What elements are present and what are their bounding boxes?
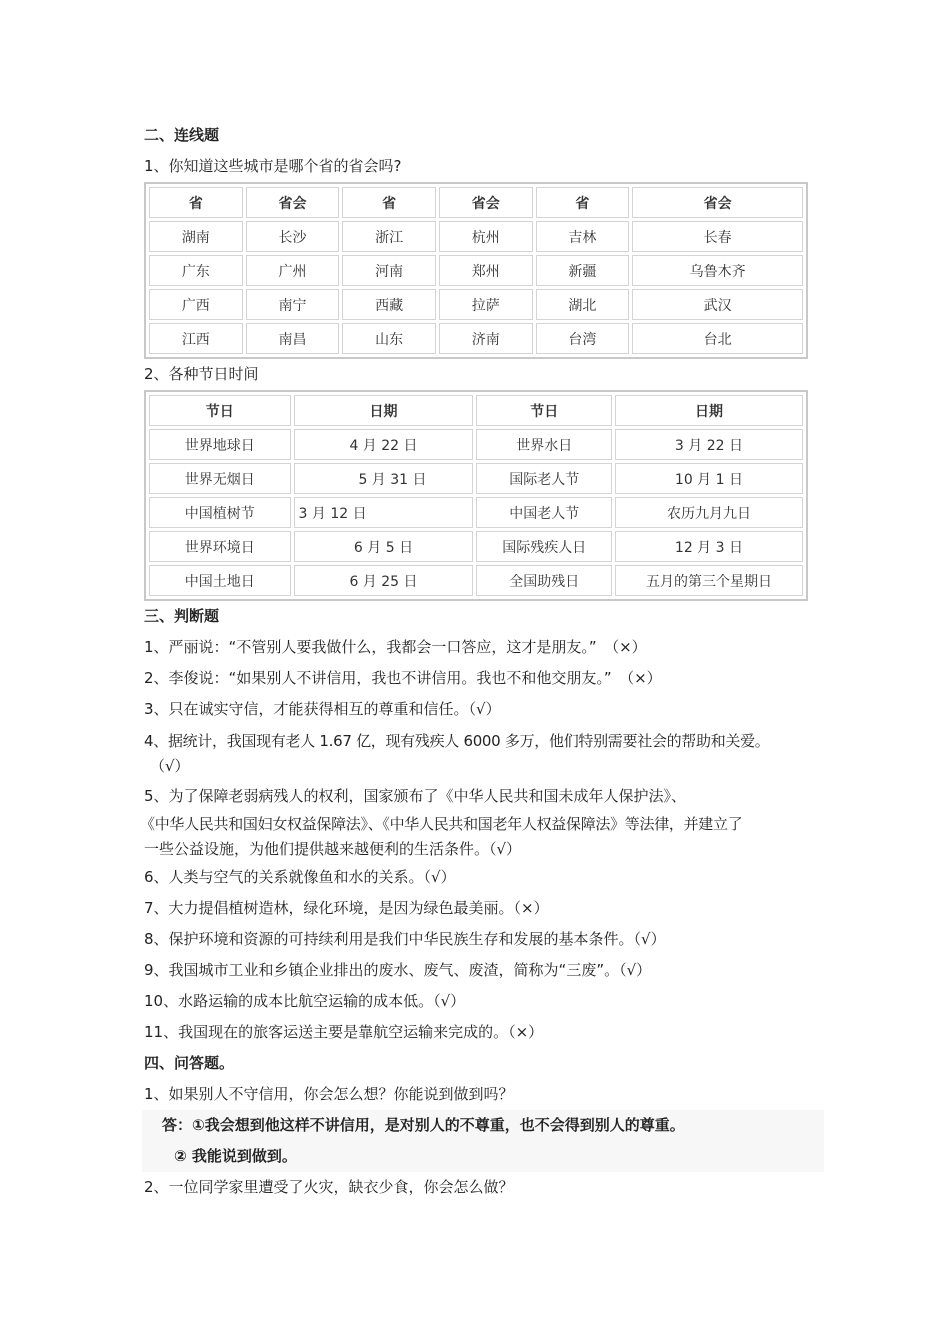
judgment-item: 4、据统计，我国现有老人 1.67 亿，现有残疾人 6000 多万，他们特别需要社会的帮助和关爱。	[144, 732, 770, 750]
table-cell: 拉萨	[439, 289, 533, 320]
table-cell: 郑州	[439, 255, 533, 286]
table-cell: 河南	[342, 255, 436, 286]
judgment-item: 3、只在诚实守信，才能获得相互的尊重和信任。（√）	[144, 700, 501, 718]
table-header-cell: 省会	[439, 187, 533, 218]
qa-answer: 答：①我会想到他这样不讲信用，是对别人的不尊重，也不会得到别人的尊重。	[142, 1110, 824, 1141]
table-cell: 3 月 12 日	[294, 497, 474, 528]
table-row	[149, 255, 803, 286]
judgment-item-continued: 一些公益设施，为他们提供越来越便利的生活条件。（√）	[144, 840, 522, 858]
table-cell: 济南	[439, 323, 533, 354]
table-cell: 国际老人节	[476, 463, 611, 494]
table-cell: 乌鲁木齐	[632, 255, 803, 286]
table-cell: 世界水日	[476, 429, 611, 460]
table-cell: 中国土地日	[149, 565, 291, 596]
table-row	[149, 221, 803, 252]
table-cell: 5 月 31 日	[294, 463, 474, 494]
question-capitals: 1、你知道这些城市是哪个省的省会吗?	[144, 157, 402, 175]
table-row	[149, 289, 803, 320]
judgment-item-continued: 《中华人民共和国妇女权益保障法》、《中华人民共和国老年人权益保障法》等法律，并建立了	[140, 815, 743, 833]
judgment-item: 1、严丽说：“不管别人要我做什么，我都会一口答应，这才是朋友。” （×）	[144, 638, 647, 656]
table-header-cell: 节日	[476, 395, 611, 426]
judgment-item: 8、保护环境和资源的可持续利用是我们中华民族生存和发展的基本条件。（√）	[144, 930, 666, 948]
table-cell: 世界无烟日	[149, 463, 291, 494]
judgment-item: 2、李俊说：“如果别人不讲信用，我也不讲信用。我也不和他交朋友。” （×）	[144, 669, 662, 687]
judgment-item: 5、为了保障老弱病残人的权利，国家颁布了《中华人民共和国未成年人保护法》、	[144, 787, 687, 805]
table-header-cell: 日期	[615, 395, 803, 426]
table-header-row	[149, 395, 803, 426]
table-cell: 6 月 25 日	[294, 565, 474, 596]
section-title-matching: 二、连线题	[144, 126, 220, 144]
judgment-item: 9、我国城市工业和乡镇企业排出的废水、废气、废渣，简称为“三废”。（√）	[144, 961, 652, 979]
table-cell: 12 月 3 日	[615, 531, 803, 562]
judgment-item: 6、人类与空气的关系就像鱼和水的关系。（√）	[144, 868, 456, 886]
table-cell: 广东	[149, 255, 243, 286]
table-cell: 3 月 22 日	[615, 429, 803, 460]
document-page	[140, 120, 824, 1203]
table-header-cell: 省	[149, 187, 243, 218]
table-cell: 10 月 1 日	[615, 463, 803, 494]
table-cell: 广西	[149, 289, 243, 320]
table-cell: 长沙	[246, 221, 340, 252]
table-cell: 江西	[149, 323, 243, 354]
table-cell: 吉林	[536, 221, 630, 252]
table-header-cell: 省会	[246, 187, 340, 218]
table-cell: 湖南	[149, 221, 243, 252]
table-row	[149, 531, 803, 562]
table-cell: 五月的第三个星期日	[615, 565, 803, 596]
capitals-table	[144, 182, 808, 359]
table-cell: 世界环境日	[149, 531, 291, 562]
table-cell: 广州	[246, 255, 340, 286]
qa-question: 1、如果别人不守信用，你会怎么想？你能说到做到吗？	[144, 1085, 514, 1103]
table-header-cell: 省	[536, 187, 630, 218]
table-row	[149, 463, 803, 494]
table-header-cell: 日期	[294, 395, 474, 426]
section-title-true-false: 三、判断题	[144, 607, 220, 625]
table-cell: 长春	[632, 221, 803, 252]
table-header-cell: 节日	[149, 395, 291, 426]
table-cell: 中国老人节	[476, 497, 611, 528]
table-row	[149, 323, 803, 354]
table-cell: 湖北	[536, 289, 630, 320]
table-row	[149, 429, 803, 460]
table-cell: 中国植树节	[149, 497, 291, 528]
table-cell: 杭州	[439, 221, 533, 252]
qa-question: 2、一位同学家里遭受了火灾，缺衣少食，你会怎么做？	[144, 1178, 514, 1196]
judgment-item: 11、我国现在的旅客运送主要是靠航空运输来完成的。（×）	[144, 1023, 544, 1041]
table-cell: 浙江	[342, 221, 436, 252]
judgment-item: 10、水路运输的成本比航空运输的成本低。（√）	[144, 992, 466, 1010]
table-cell: 4 月 22 日	[294, 429, 474, 460]
table-header-cell: 省会	[632, 187, 803, 218]
section-title-qa: 四、问答题。	[144, 1054, 235, 1072]
table-cell: 农历九月九日	[615, 497, 803, 528]
table-cell: 世界地球日	[149, 429, 291, 460]
table-row	[149, 565, 803, 596]
judgment-item: 7、大力提倡植树造林，绿化环境，是因为绿色最美丽。（×）	[144, 899, 549, 917]
table-cell: 6 月 5 日	[294, 531, 474, 562]
table-cell: 国际残疾人日	[476, 531, 611, 562]
table-cell: 新疆	[536, 255, 630, 286]
qa-answer: ② 我能说到做到。	[142, 1141, 824, 1172]
festivals-table	[144, 390, 808, 601]
table-header-row	[149, 187, 803, 218]
table-cell: 台北	[632, 323, 803, 354]
table-header-cell: 省	[342, 187, 436, 218]
judgment-item-continued: （√）	[150, 757, 190, 775]
table-cell: 武汉	[632, 289, 803, 320]
table-cell: 台湾	[536, 323, 630, 354]
question-festivals: 2、各种节日时间	[144, 365, 259, 383]
table-row	[149, 497, 803, 528]
table-cell: 南昌	[246, 323, 340, 354]
table-cell: 南宁	[246, 289, 340, 320]
table-cell: 西藏	[342, 289, 436, 320]
table-cell: 山东	[342, 323, 436, 354]
table-cell: 全国助残日	[476, 565, 611, 596]
